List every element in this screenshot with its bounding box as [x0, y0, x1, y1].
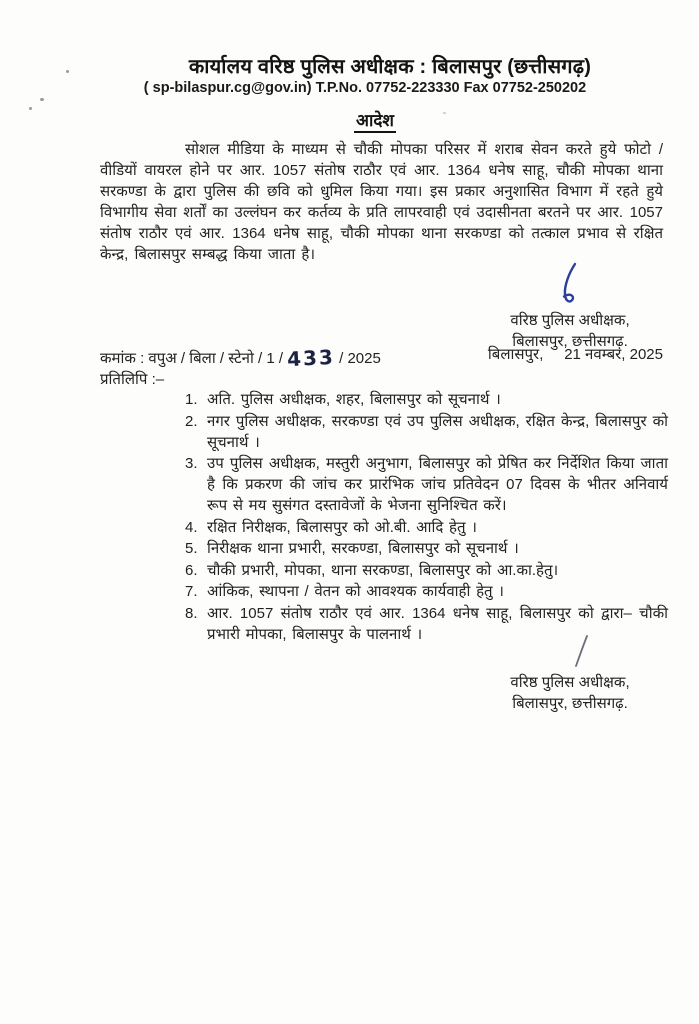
list-item	[185, 453, 668, 516]
office-contact-line: ( sp-bilaspur.cg@gov.in) T.P.No. 07752-223330 Fax 07752-250202	[143, 80, 587, 96]
signatory-place: बिलासपुर, छत्तीसगढ़.	[512, 695, 628, 712]
list-item	[185, 517, 668, 538]
list-item-number: 3.	[185, 455, 198, 472]
order-body-paragraph: सोशल मीडिया के माध्यम से चौकी मोपका परिसर में शराब सेवन करते हुये फोटो / वीडियों वायरल होने पर आर. 1057 संतोष राठौर एवं आर. 1364 धनेष साहू, चौकी मोपका थाना सरकण्डा के द्वारा पुलिस की छवि को धुमिल किया गया। इस प्रकार अनुशासित विभाग में रहते हुये विभागीय सेवा शर्तों का उल्लंघन कर कर्तव्य के प्रति लापरवाही एवं उदासीनता बरतने पर आर. 1057 संतोष राठौर एवं आर. 1364 धनेष साहू, चौकी मोपका थाना सरकण्डा को तत्काल प्रभाव से रक्षित केन्द्र, बिलासपुर सम्बद्ध किया जाता है।	[100, 141, 663, 263]
scan-speck	[40, 98, 44, 101]
order-heading: आदेश	[115, 108, 635, 131]
list-item-number: 1.	[185, 391, 198, 408]
signature-block-top	[455, 262, 685, 352]
list-item-number: 6.	[185, 561, 198, 579]
list-item-text: आंकिक, स्थापना / वेतन को आवश्यक कार्यवाही हेतु ।	[207, 583, 504, 600]
copies-heading: प्रतिलिपि :–	[100, 371, 165, 388]
list-item	[185, 581, 668, 602]
list-item	[185, 538, 668, 559]
reference-number: कमांक : वपुअ / बिला / स्टेनो / 1 / 433 / 2025	[100, 344, 381, 372]
list-item-text: अति. पुलिस अधीक्षक, शहर, बिलासपुर को सूचनार्थ ।	[207, 391, 501, 408]
list-item-text: उप पुलिस अधीक्षक, मस्तुरी अनुभाग, बिलासपुर को प्रेषित कर निर्देशित किया जाता है कि प्रकरण की जांच कर प्रारंभिक जांच प्रतिवेदन 07 दिवस के भीतर अनिवार्य रूप से मय सुसंगत दस्तावेजों के भेजना सुनिश्चित करें।	[207, 455, 668, 514]
list-item-text: आर. 1057 संतोष राठौर एवं आर. 1364 धनेष साहू, बिलासपुर को द्वारा– चौकी प्रभारी मोपका, बिलासपुर के पालनार्थ ।	[207, 604, 668, 643]
signature-block-bottom	[455, 634, 685, 714]
signatory-designation: वरिष्ठ पुलिस अधीक्षक,	[510, 312, 630, 329]
list-item-number: 5.	[185, 540, 198, 557]
list-item-text: रक्षित निरीक्षक, बिलासपुर को ओ.बी. आदि हेतु ।	[207, 518, 477, 536]
list-item-number: 4.	[185, 518, 198, 536]
office-title: कार्यालय वरिष्ठ पुलिस अधीक्षक : बिलासपुर (छत्तीसगढ़)	[188, 56, 592, 78]
signature-ink-icon	[550, 262, 584, 308]
list-item	[185, 560, 668, 581]
list-item-text: चौकी प्रभारी, मोपका, थाना सरकण्डा, बिलासपुर को आ.का.हेतु।	[207, 561, 559, 579]
copies-list	[185, 389, 668, 645]
list-item-number: 8.	[185, 604, 198, 622]
handwritten-dispatch-number: 433	[286, 344, 336, 372]
signatory-designation: वरिष्ठ पुलिस अधीक्षक,	[510, 674, 630, 691]
reference-row	[100, 344, 663, 372]
list-item-number: 7.	[185, 583, 198, 600]
scan-speck	[66, 70, 69, 73]
list-item-number: 2.	[185, 412, 198, 430]
list-item-text: निरीक्षक थाना प्रभारी, सरकण्डा, बिलासपुर को सूचनार्थ ।	[207, 540, 519, 557]
list-item	[185, 411, 668, 453]
signatory-place: बिलासपुर, छत्तीसगढ़.	[512, 333, 628, 350]
place-date: बिलासपुर, 21 नवम्बर, 2025	[487, 346, 663, 363]
scan-speck	[29, 107, 32, 110]
list-item	[185, 389, 668, 410]
list-item-text: नगर पुलिस अधीक्षक, सरकण्डा एवं उप पुलिस अधीक्षक, रक्षित केन्द्र, बिलासपुर को सूचनार्थ ।	[207, 412, 668, 451]
signature-slash-icon	[570, 634, 592, 668]
